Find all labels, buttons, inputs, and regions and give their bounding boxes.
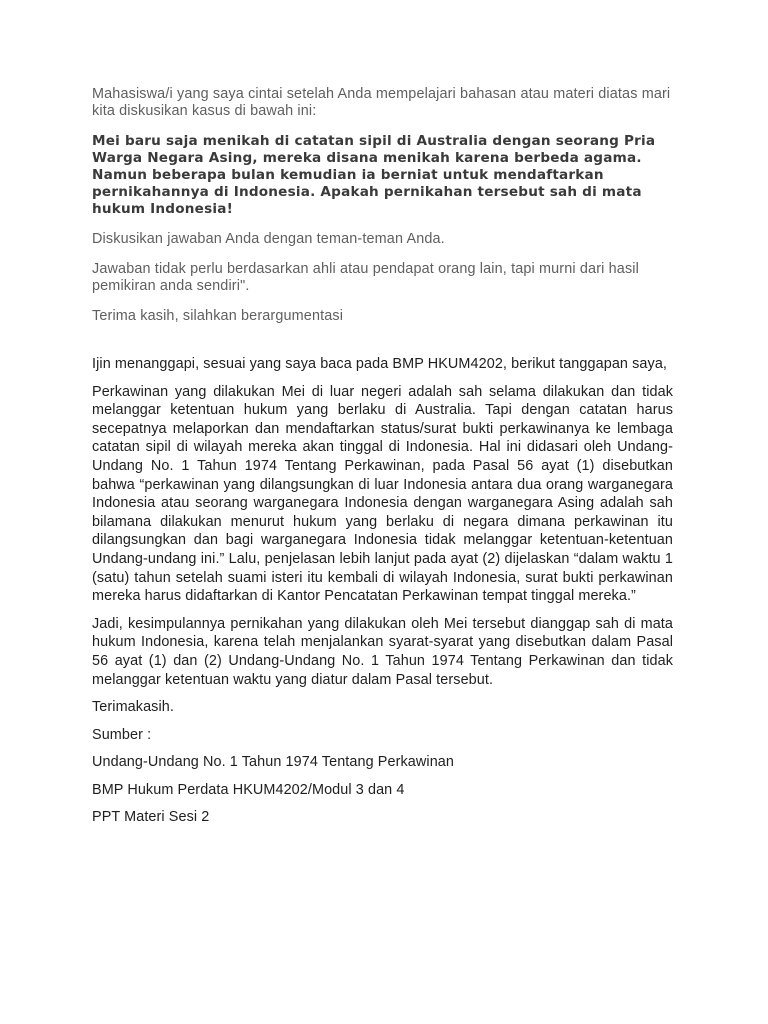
prompt-intro: Mahasiswa/i yang saya cintai setelah Anda mempelajari bahasan atau materi diatas mari kita diskusikan kasus di bawah ini: (92, 86, 671, 119)
prompt-instruction: Diskusikan jawaban Anda dengan teman-teman Anda. (92, 231, 445, 247)
source-item: PPT Materi Sesi 2 (92, 809, 210, 826)
prompt-note: Jawaban tidak perlu berdasarkan ahli atau pendapat orang lain, tapi murni dari hasil pemikiran anda sendiri". (92, 261, 639, 294)
discussion-prompt (92, 86, 673, 325)
case-question: Mei baru saja menikah di catatan sipil di Australia dengan seorang Pria Warga Negara Asing, mereka disana menikah karena berbeda agama. Namun beberapa bulan kemudian ia berniat untuk mendaftarkan pernikahannya di Indonesia. Apakah pernikahan tersebut sah di mata hukum Indonesia! (92, 133, 656, 217)
answer-thanks: Terimakasih. (92, 699, 174, 716)
answer-opening: Ijin menanggapi, sesuai yang saya baca pada BMP HKUM4202, berikut tanggapan saya, (92, 356, 668, 372)
prompt-closing: Terima kasih, silahkan berargumentasi (92, 308, 344, 324)
sources-label: Sumber : (92, 726, 152, 743)
source-item: Undang-Undang No. 1 Tahun 1974 Tentang Perkawinan (92, 754, 454, 771)
answer-paragraph-1: Perkawinan yang dilakukan Mei di luar negeri adalah sah selama dilakukan dan tidak melanggar ketentuan hukum yang berlaku di Australia. Tapi dengan catatan harus secepatnya melaporkan dan mendaftarkan status/surat bukti perkawinanya ke lembaga catatan sipil di wilayah mereka akan tinggal di Indonesia. Hal ini didasari oleh Undang-Undang No. 1 Tahun 1974 Tentang Perkawinan, pada Pasal 56 ayat (1) disebutkan bahwa “perkawinan yang dilangsungkan di luar Indonesia antara dua orang warganegara Indonesia atau seorang warganegara Indonesia dengan warganegara Asing adalah sah bilamana dilakukan menurut hukum yang berlaku di negara dimana perkawinan itu dilangsungkan dan bagi warganegara Indonesia tidak melanggar ketentuan-ketentuan Undang-undang ini.” Lalu, penjelasan lebih lanjut pada ayat (2) dijelaskan “dalam waktu 1 (satu) tahun setelah suami isteri itu kembali di wilayah Indonesia, surat bukti perkawinan mereka harus didaftarkan di Kantor Pencatatan Perkawinan tempat tinggal mereka.” (92, 383, 673, 605)
answer-conclusion: Jadi, kesimpulannya pernikahan yang dilakukan oleh Mei tersebut dianggap sah di mata hukum Indonesia, karena telah menjalankan syarat-syarat yang disebutkan dalam Pasal 56 ayat (1) dan (2) Undang-Undang No. 1 Tahun 1974 Tentang Perkawinan dan tidak melanggar ketentuan waktu yang diatur dalam Pasal tersebut. (92, 615, 673, 688)
source-item: BMP Hukum Perdata HKUM4202/Modul 3 dan 4 (92, 781, 405, 798)
document-page (92, 86, 673, 836)
discussion-answer (92, 355, 673, 827)
